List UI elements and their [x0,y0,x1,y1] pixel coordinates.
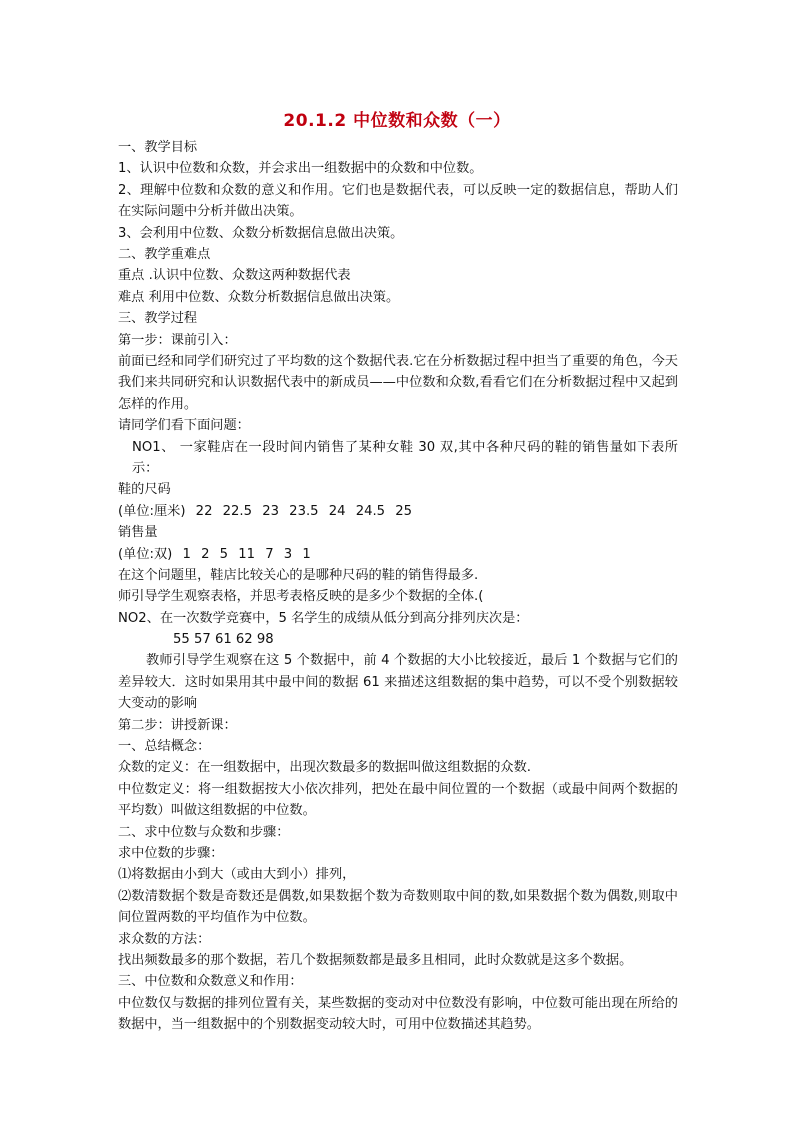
scores-values: 55 57 61 62 98 [173,632,274,648]
document-body [118,137,678,1036]
median-step-2: ⑵数清数据个数是奇数还是偶数,如果数据个数为奇数则取中间的数,如果数据个数为偶数,则取中间位置两数的平均值作为中位数。 [118,888,678,926]
median-definition: 中位数定义：将一组数据按大小依次排列，把处在最中间位置的一个数据（或最中间两个数据的平均数）叫做这组数据的中位数。 [118,781,678,819]
document-title: 20.1.2 中位数和众数（一） [283,111,511,131]
difficult-point: 难点 利用中位数、众数分析数据信息做出决策。 [118,289,400,305]
section-heading-key-points: 二、教学重难点 [118,246,211,262]
teacher-guide-2: 教师引导学生观察在这 5 个数据中，前 4 个数据的大小比较接近，最后 1 个数据与它们的差异较大．这时如果用其中最中间的数据 61 来描述这组数据的集中趋势，可以不受个别数据较大变动的影响 [118,653,678,712]
shoe-size-label: 鞋的尺码 [118,482,171,498]
mode-method-heading: 求众数的方法： [118,931,211,947]
step-1-heading: 第一步：课前引入： [118,332,237,348]
mode-definition: 众数的定义：在一组数据中，出现次数最多的数据叫做这组数据的众数. [118,760,532,776]
problem-no1-note: 在这个问题里，鞋店比较关心的是哪种尺码的鞋的销售得最多. [118,567,479,583]
intro-paragraph: 前面已经和同学们研究过了平均数的这个数据代表.它在分析数据过程中担当了重要的角色，今天我们来共同研究和认识数据代表中的新成员——中位数和众数,看看它们在分析数据过程中又起到怎样的作用。 [118,353,678,412]
sales-values: (单位:双) 1 2 5 11 7 3 1 [118,546,311,562]
key-point: 重点 .认识中位数、众数这两种数据代表 [118,268,351,284]
step-2-heading: 第二步：讲授新课： [118,717,237,733]
objective-3: 3、会利用中位数、众数分析数据信息做出决策。 [118,225,404,241]
section-heading-process: 三、教学过程 [118,311,198,327]
problem-no2: NO2、在一次数学竞赛中，5 名学生的成绩从低分到高分排列庆次是： [118,610,529,626]
meaning-heading: 三、中位数和众数意义和作用： [118,974,303,990]
objective-2: 2、理解中位数和众数的意义和作用。它们也是数据代表，可以反映一定的数据信息，帮助人们在实际问题中分析并做出决策。 [118,182,678,220]
teacher-guide-1: 师引导学生观察表格，并思考表格反映的是多少个数据的全体.( [118,589,484,605]
mode-method: 找出频数最多的那个数据，若几个数据频数都是最多且相同，此时众数就是这多个数据。 [118,953,633,969]
section-heading-objectives: 一、教学目标 [118,140,198,155]
sales-label: 销售量 [118,525,158,541]
question-prompt: 请同学们看下面问题： [118,418,250,434]
median-step-1: ⑴将数据由小到大（或由大到小）排列， [118,867,356,883]
median-steps-heading: 求中位数的步骤： [118,846,224,862]
concept-heading: 一、总结概念： [118,739,211,755]
steps-heading: 二、求中位数与众数和步骤： [118,824,290,840]
objective-1: 1、认识中位数和众数，并会求出一组数据中的众数和中位数。 [118,161,483,177]
shoe-size-values: (单位:厘米) 22 22.5 23 23.5 24 24.5 25 [118,503,413,519]
meaning-paragraph: 中位数仅与数据的排列位置有关，某些数据的变动对中位数没有影响，中位数可能出现在所给的数据中，当一组数据中的个别数据变动较大时，可用中位数描述其趋势。 [118,995,678,1033]
problem-no1: NO1、 一家鞋店在一段时间内销售了某种女鞋 30 双,其中各种尺码的鞋的销售量如下表所示： [132,439,678,476]
